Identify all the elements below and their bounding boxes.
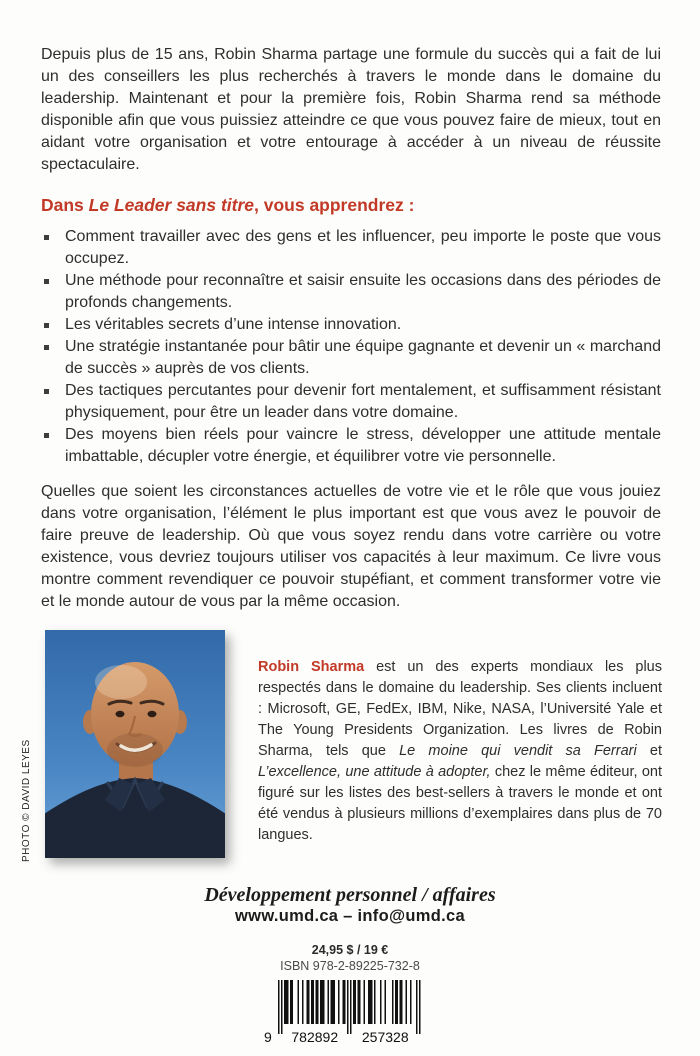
bullet-text: Comment travailler avec des gens et les influencer, peu importe le poste que vous occupez. [65,228,661,267]
bullet-text: Des moyens bien réels pour vaincre le stress, développer une attitude mentale imbattable, décupler votre énergie, et équilibrer votre vie personnelle. [65,426,661,465]
bullet-list [41,226,661,468]
category-line: Développement personnel / affaires [204,884,496,906]
text-fragment: L’excellence, une attitude à adopter, [258,764,491,780]
publisher-contact: www.umd.ca – info@umd.ca [235,907,465,925]
bullet-text: Une méthode pour reconnaître et saisir ensuite les occasions dans des périodes de profonds changements. [65,272,661,311]
bullet-square-icon [41,424,65,468]
barcode-box [262,980,438,1046]
bullet-square-icon [41,270,65,314]
text-fragment: Dans [41,195,89,215]
bullet-square-icon [41,336,65,380]
bullet-item [41,336,661,380]
intro-paragraph: Depuis plus de 15 ans, Robin Sharma partage une formule du succès qui a fait de lui un des conseillers les plus recherchés à travers le monde dans le domaine du leadership. Maintenant et pour la première fois, Robin Sharma rend sa méthode disponible afin que vous puissiez atteindre ce que vous pouvez faire de mieux, tout en aidant votre organisation et votre entourage à accéder à un niveau de réussite spectaculaire. [41,46,661,173]
photo-credit: PHOTO © DAVID LEYES [21,739,32,862]
bullet-square-icon [41,226,65,270]
text-fragment: chez le même éditeur, ont figuré sur les listes des best-sellers à travers le monde et ont été vendus à plusieurs millions d’exemplaires dans plus de 70 langues. [258,764,662,843]
barcode-digits: 9 [264,1029,272,1045]
text-fragment: et [636,743,662,759]
bullet-item [41,424,661,468]
text-fragment: Le Leader sans titre [88,195,255,215]
text-fragment: , vous apprendrez : [254,195,415,215]
barcode-digits: 782892 [291,1029,339,1045]
bullet-text: Les véritables secrets d’une intense innovation. [65,316,402,333]
ean13-barcode [262,980,438,1046]
barcode-digits: 257328 [361,1029,409,1045]
text-fragment: est un des experts mondiaux les plus respectés dans le domaine du leadership. Ses clients incluent : Microsoft, GE, FedEx, IBM, Nike, NASA, l’Université Yale et The Young Presidents Organization. Les livres de Robin Sharma, tels que [258,659,663,759]
text-fragment: Le moine qui vendit sa Ferrari [399,743,637,759]
bio-text [258,659,662,843]
bullet-text: Une stratégie instantanée pour bâtir une équipe gagnante et devenir un « marchand de succès » auprès de vos clients. [65,338,661,377]
main-text-column [41,0,661,613]
price: 24,95 $ / 19 € [311,943,389,957]
author-name: Robin Sharma [258,659,365,675]
author-bio [258,657,662,846]
bullet-item [41,380,661,424]
author-portrait-illustration [45,630,225,858]
bullet-square-icon [41,314,65,336]
bullet-text: Des tactiques percutantes pour devenir fort mentalement, et suffisamment résistant physiquement, pour être un leader dans votre domaine. [65,382,661,421]
bullet-square-icon [41,380,65,424]
bullet-item [41,314,661,336]
bullet-item [41,270,661,314]
author-photo [45,630,225,858]
section-heading [41,195,661,216]
bullet-item [41,226,661,270]
isbn: ISBN 978-2-89225-732-8 [280,959,420,973]
closing-paragraph: Quelles que soient les circonstances actuelles de votre vie et le rôle que vous jouiez dans votre organisation, l’élément le plus important est que vous avez le pouvoir de faire preuve de leadership. Où que vous soyez rendu dans votre carrière ou votre existence, vous devriez toujours utiliser vos capacités à leur maximum. Ce livre vous montre comment revendiquer ce pouvoir stupéfiant, et comment transformer votre vie et le monde autour de vous par la même occasion. [41,483,661,610]
